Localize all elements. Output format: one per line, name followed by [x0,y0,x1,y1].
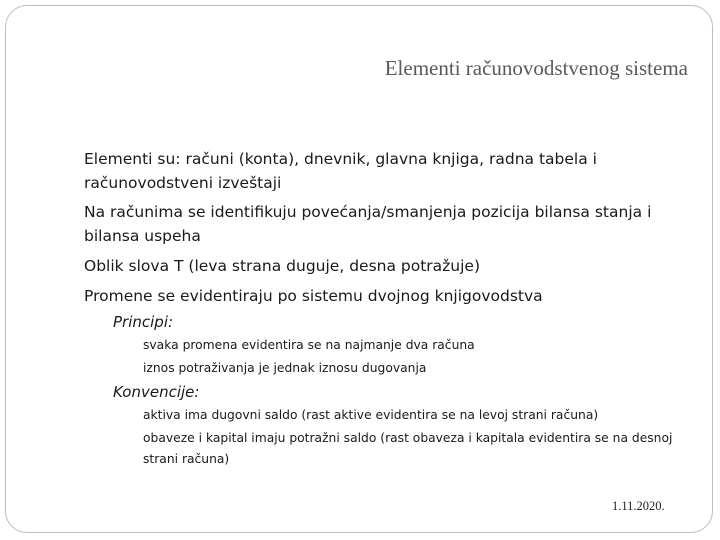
principi-label: Principi: [113,313,174,331]
list-item-text: obaveze i kapital imaju potražni saldo (rast obaveza i kapitala evidentira se na desnoj strani računa) [143,431,673,466]
list-item-text: Na računima se identifikuju povećanja/smanjenja pozicija bilansa stanja i bilansa uspeha [84,203,652,245]
slide-date: 1.11.2020. [612,499,665,513]
list-item-text: Oblik slova T (leva strana duguje, desna potražuje) [84,257,481,275]
list-item-text: aktiva ima dugovni saldo (rast aktive evidentira se na levoj strani računa) [143,408,599,422]
slide-title: Elementi računovodstvenog sistema [384,56,688,80]
list-item-text: Promene se evidentiraju po sistemu dvojnog knjigovodstva [84,287,543,305]
list-item-text: Elementi su: računi (konta), dnevnik, glavna knjiga, radna tabela i računovodstveni izveštaji [84,150,597,192]
list-item-text: iznos potraživanja je jednak iznosu dugovanja [143,361,427,375]
konvencije-label: Konvencije: [113,383,200,401]
list-item-text: svaka promena evidentira se na najmanje dva računa [143,338,475,352]
